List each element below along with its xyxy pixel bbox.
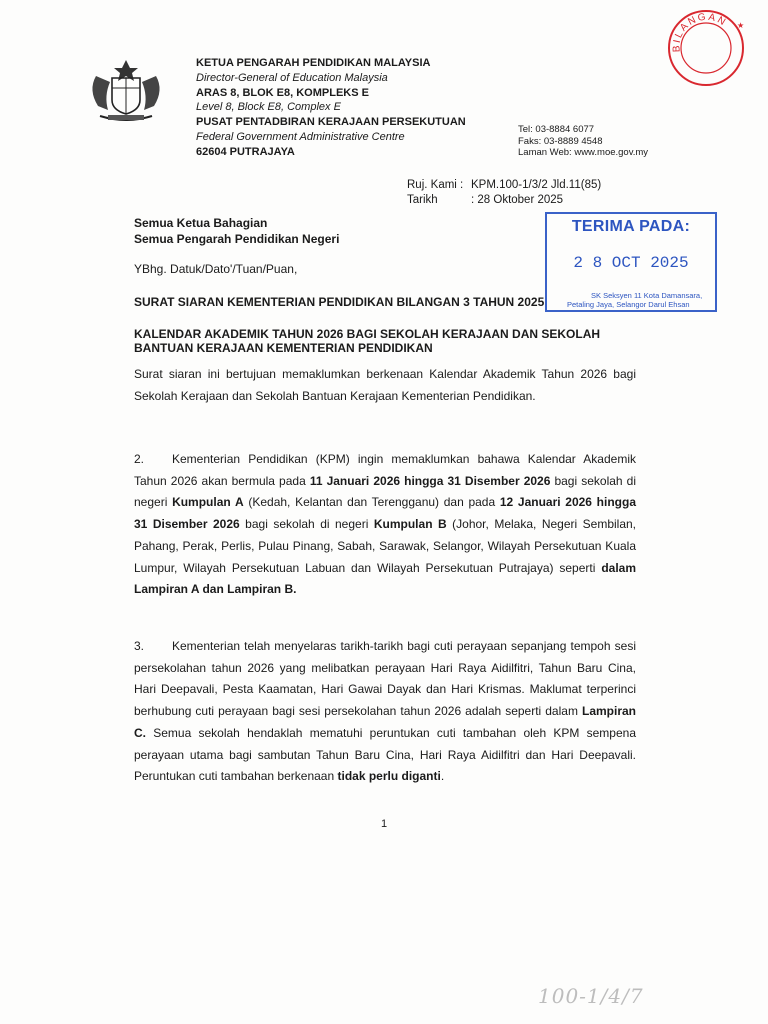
p3-text-e: . <box>440 769 445 784</box>
received-stamp-title: TERIMA PADA: <box>571 218 691 235</box>
coat-of-arms-icon <box>86 58 166 124</box>
received-stamp-date: 2 8 OCT 2025 <box>573 254 689 272</box>
org-name: KETUA PENGARAH PENDIDIKAN MALAYSIA <box>196 57 431 69</box>
org-name-english: Director-General of Education Malaysia <box>196 71 388 84</box>
p3-text-c: Semua sekolah hendaklah mematuhi peruntukan cuti tambahan oleh KPM sempena perayaan utama bagi sambutan Tahun Baru Cina, Hari Raya Aidilfitri dan Hari Deepavali. Peruntukan cuti tambahan berkenaan <box>134 725 636 784</box>
received-stamp-address-2: Petaling Jaya, Selangor Darul Ehsan <box>567 300 690 309</box>
received-stamp-address-1: SK Seksyen 11 Kota Damansara, <box>591 291 703 300</box>
website: Laman Web: www.moe.gov.my <box>518 147 649 158</box>
p2-date-range-b: 12 Januari 2026 hingga 31 Disember 2026 <box>134 495 636 532</box>
handwritten-file-number: 100-1/4/7 <box>538 984 644 1008</box>
ref-label: Ruj. Kami : <box>407 179 464 191</box>
paragraph-1: Surat siaran ini bertujuan memaklumkan berkenaan Kalendar Akademik Tahun 2026 bagi Sekolah Kerajaan dan Sekolah Bantuan Kerajaan Kementerian Pendidikan. <box>134 367 636 403</box>
contact-info <box>518 124 648 159</box>
ref-number: KPM.100-1/3/2 Jld.11(85) <box>471 179 602 191</box>
date-label: Tarikh <box>407 194 438 206</box>
svg-text:BILANGAN <box>671 12 728 53</box>
addressee-line-2: Semua Pengarah Pendidikan Negeri <box>134 231 340 246</box>
received-stamp <box>545 212 717 312</box>
stamp-text: BILANGAN <box>671 11 729 53</box>
p2-text-e: (Kedah, Kelantan dan Terengganu) dan pada <box>243 495 500 510</box>
addressee <box>134 216 339 247</box>
p2-text-c: bagi sekolah di negeri <box>134 473 636 510</box>
addressee-line-1: Semua Ketua Bahagian <box>134 216 268 230</box>
p2-text-g: bagi sekolah di negeri <box>239 517 374 532</box>
address-line-1-english: Level 8, Block E8, Complex E <box>196 101 341 114</box>
postcode-city: 62604 PUTRAJAYA <box>196 145 295 158</box>
address-line-1: ARAS 8, BLOK E8, KOMPLEKS E <box>196 86 369 99</box>
paragraph-3-number: 3. <box>134 639 145 653</box>
paragraph-2-number: 2. <box>134 452 145 466</box>
telephone: Tel: 03-8884 6077 <box>518 124 595 135</box>
circular-title: SURAT SIARAN KEMENTERIAN PENDIDIKAN BILANGAN 3 TAHUN 2025 <box>134 295 545 309</box>
p3-text-a: Kementerian telah menyelaras tarikh-tarikh bagi cuti perayaan sepanjang tempoh sesi persekolahan tahun 2026 yang melibatkan perayaan Hari Raya Aidilfitri, Tahun Baru Cina, Hari Deepavali, Pesta Kaamatan, Hari Gawai Dayak dan Hari Krismas. Maklumat terperinci berhubung cuti perayaan bagi sesi persekolahan tahun 2026 adalah seperti dalam <box>134 639 636 719</box>
letterhead-organization <box>196 56 466 160</box>
page-number: 1 <box>380 818 388 830</box>
p2-date-range-a: 11 Januari 2026 hingga 31 Disember 2026 <box>309 473 551 488</box>
bilangan-stamp <box>666 8 746 88</box>
address-line-2-english: Federal Government Administrative Centre <box>196 130 405 143</box>
p2-group-a: Kumpulan A <box>172 495 244 510</box>
p2-text-a: Kementerian Pendidikan (KPM) ingin memaklumkan bahawa Kalendar Akademik Tahun 2026 akan bermula pada <box>134 452 636 488</box>
p3-appendix-ref: Lampiran C. <box>134 704 636 740</box>
fax: Faks: 03-8889 4548 <box>518 135 603 147</box>
p3-no-replacement: tidak perlu diganti <box>337 769 441 784</box>
reference-block <box>407 178 601 208</box>
address-line-2: PUSAT PENTADBIRAN KERAJAAN PERSEKUTUAN <box>196 116 466 129</box>
p2-group-b: Kumpulan B <box>373 517 447 532</box>
svg-text:★: ★ <box>737 21 745 30</box>
paragraph-2 <box>134 449 636 601</box>
salutation: YBhg. Datuk/Dato'/Tuan/Puan, <box>134 262 298 276</box>
p2-appendix-ref: dalam Lampiran A dan Lampiran B. <box>134 560 636 597</box>
paragraph-3 <box>134 636 636 788</box>
p2-text-i: (Johor, Melaka, Negeri Sembilan, Pahang, Perak, Perlis, Pulau Pinang, Sabah, Sarawak, Selangor, Wilayah Persekutuan Kuala Lumpur, Wilayah Persekutuan Labuan dan Wilayah Persekutuan Putrajaya) seperti <box>134 517 637 575</box>
subject-heading: KALENDAR AKADEMIK TAHUN 2026 BAGI SEKOLAH KERAJAAN DAN SEKOLAH BANTUAN KERAJAAN KEMENTERIAN PENDIDIKAN <box>134 327 601 355</box>
date-value: : 28 Oktober 2025 <box>471 194 564 206</box>
